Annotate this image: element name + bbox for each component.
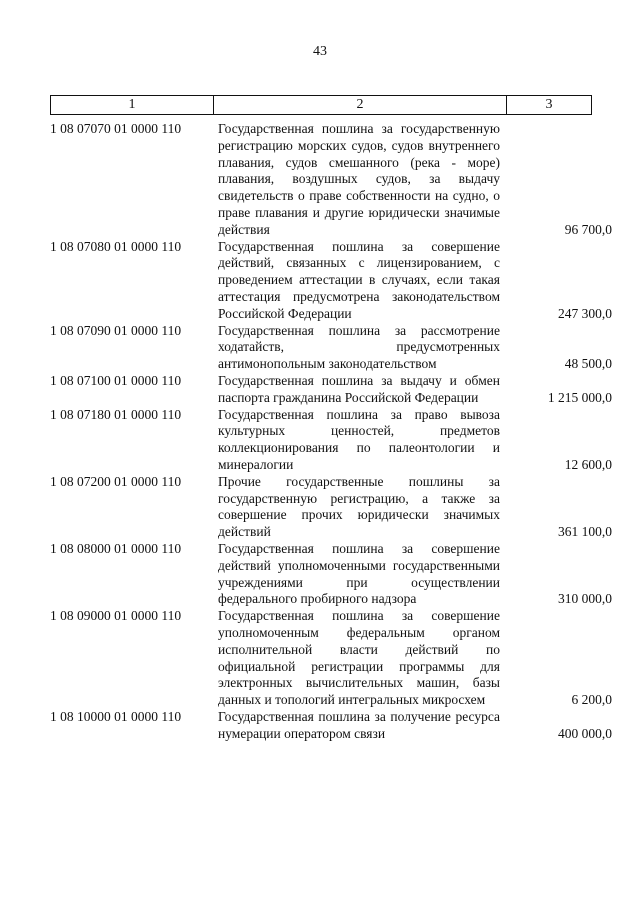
row-code: 1 08 08000 01 0000 110	[50, 540, 182, 556]
column-header-row	[50, 95, 592, 115]
row-description: Государственная пошлина за совершение действий уполномоченными государственными учреждениями при осуществлении федерального пробирного надзора	[218, 540, 500, 607]
table-row	[50, 709, 612, 743]
row-code: 1 08 07100 01 0000 110	[50, 372, 182, 388]
column-header-3: 3	[545, 97, 553, 112]
row-description: Государственная пошлина за рассмотрение ходатайств, предусмотренных антимонопольным законодательством	[218, 322, 500, 372]
row-description: Прочие государственные пошлины за государственную регистрацию, а также за совершение прочих юридически значимых действий	[218, 473, 500, 540]
column-header-1: 1	[51, 96, 214, 114]
table-row	[50, 373, 612, 407]
row-description: Государственная пошлина за право вывоза культурных ценностей, предметов коллекционирования по палеонтологии и минералогии	[218, 406, 500, 472]
table-row	[50, 121, 612, 239]
table-row	[50, 541, 612, 608]
row-amount: 48 500,0	[564, 356, 612, 372]
table-body	[50, 121, 612, 742]
row-amount: 1 215 000,0	[547, 389, 612, 405]
row-description: Государственная пошлина за совершение уполномоченным федеральным органом исполнительной власти действий по официальной регистрации программы для электронных вычислительных машин, базы данных и топологий интегральных микросхем	[218, 608, 500, 708]
column-header-2: 2	[214, 96, 507, 114]
row-description: Государственная пошлина за получение ресурса нумерации оператором связи	[218, 708, 500, 741]
row-code: 1 08 09000 01 0000 110	[50, 608, 182, 624]
row-amount: 12 600,0	[564, 456, 612, 472]
row-code: 1 08 07200 01 0000 110	[50, 473, 182, 489]
row-code: 1 08 07090 01 0000 110	[50, 322, 182, 338]
row-code: 1 08 07180 01 0000 110	[50, 406, 182, 422]
row-amount: 361 100,0	[558, 524, 612, 540]
row-code: 1 08 07070 01 0000 110	[50, 121, 182, 136]
table-row	[50, 407, 612, 474]
row-amount: 6 200,0	[571, 692, 612, 708]
page-number: 43	[313, 44, 327, 59]
table-row	[50, 239, 612, 323]
row-amount: 96 700,0	[564, 221, 612, 237]
row-description: Государственная пошлина за государственную регистрацию морских судов, судов внутреннего плавания, судов смешанного (река - море) плавания, воздушных судов, за выдачу свидетельств о праве собственности на судно, о праве плавания и другие юридически значимые действия	[218, 121, 500, 237]
row-amount: 400 000,0	[558, 725, 612, 741]
table-row	[50, 474, 612, 541]
table-row	[50, 608, 612, 709]
row-code: 1 08 10000 01 0000 110	[50, 708, 182, 724]
table-row	[50, 323, 612, 373]
row-amount: 247 300,0	[558, 305, 612, 321]
row-description: Государственная пошлина за выдачу и обмен паспорта гражданина Российской Федерации	[218, 372, 500, 405]
row-amount: 310 000,0	[558, 591, 612, 607]
row-description: Государственная пошлина за совершение действий, связанных с лицензированием, с проведением аттестации в случаях, если такая аттестация предусмотрена законодательством Российской Федерации	[218, 238, 500, 321]
row-code: 1 08 07080 01 0000 110	[50, 238, 182, 254]
